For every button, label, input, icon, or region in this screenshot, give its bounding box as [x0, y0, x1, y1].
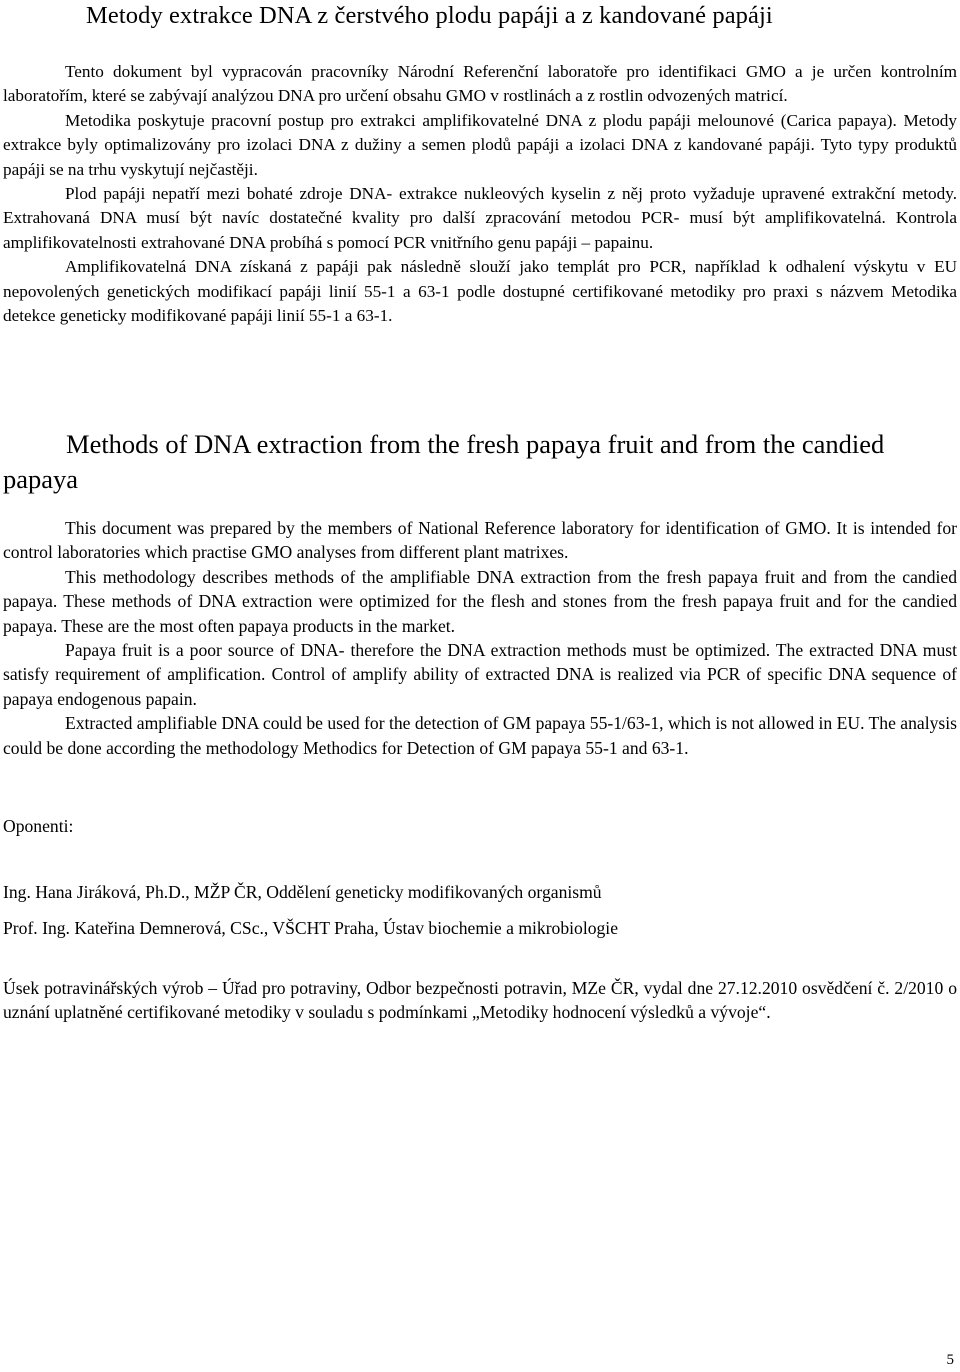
english-paragraph-1: This document was prepared by the members of National Reference laboratory for identification of GMO. It is intended for control laboratories which practise GMO analyses from different plant matrixes. — [3, 518, 957, 563]
document-page — [3, 0, 957, 1372]
english-paragraph-2: This methodology describes methods of the amplifiable DNA extraction from the fresh papaya fruit and from the candied papaya. These methods of DNA extraction were optimized for the flesh and stones from the fresh papaya fruit and for the candied papaya. These are the most often papaya products in the market. — [3, 566, 957, 636]
czech-paragraph-2: Metodika poskytuje pracovní postup pro extrakci amplifikovatelné DNA z plodu papáji melounové (Carica papaya). Metody extrakce byly optimalizovány pro izolaci DNA z dužiny a semen plodů papáji a izolaci DNA z kandované papáji. Tyto typy produktů papáji se na trhu vyskytují nejčastěji. — [3, 110, 957, 179]
czech-paragraph-3: Plod papáji nepatří mezi bohaté zdroje DNA- extrakce nukleových kyselin z něj proto vyžaduje upravené extrakční metody. Extrahovaná DNA musí být navíc dostatečné kvality pro další zpracování metodou PCR- musí být amplifikovatelná. Kontrola amplifikovatelnosti extrahované DNA probíhá s pomocí PCR vnitřního genu papáji – papainu. — [3, 184, 957, 252]
czech-paragraph-4: Amplifikovatelná DNA získaná z papáji pak následně slouží jako templát pro PCR, například k odhalení výskytu v EU nepovolených genetických modifikací papáji linií 55-1 a 63-1 podle dostupné certifikované metodiky pro praxi s názvem Metodika detekce geneticky modifikované papáji linií 55-1 a 63-1. — [3, 257, 957, 326]
english-paragraph-3: Papaya fruit is a poor source of DNA- therefore the DNA extraction methods must be optimized. The extracted DNA must satisfy requirement of amplification. Control of amplify ability of extracted DNA is realized via PCR of specific DNA sequence of papaya endogenous papain. — [3, 640, 957, 709]
english-paragraph-4: Extracted amplifiable DNA could be used for the detection of GM papaya 55-1/63-1, which is not allowed in EU. The analysis could be done according the methodology Methodics for Detection of GM papaya 55-1 and 63-1. — [3, 713, 957, 758]
english-abstract — [3, 516, 957, 760]
english-title: Methods of DNA extraction from the fresh papaya fruit and from the candied papaya — [3, 429, 885, 494]
czech-title: Metody extrakce DNA z čerstvého plodu papáji a z kandované papáji — [86, 2, 773, 29]
reviewer-2: Prof. Ing. Kateřina Demnerová, CSc., VŠCHT Praha, Ústav biochemie a mikrobiologie — [3, 918, 619, 938]
reviewer-1: Ing. Hana Jiráková, Ph.D., MŽP ČR, Oddělení geneticky modifikovaných organismů — [3, 882, 602, 902]
reviewers-label: Oponenti: — [3, 816, 74, 836]
certification-note: Úsek potravinářských výrob – Úřad pro potraviny, Odbor bezpečnosti potravin, MZe ČR, vydal dne 27.12.2010 osvědčení č. 2/2010 o uznání uplatněné certifikované metodiky v souladu s podmínkami „Metodiky hodnocení výsledků a vývoje“. — [3, 978, 957, 1023]
czech-abstract — [3, 60, 957, 328]
page-number: 5 — [946, 1352, 954, 1368]
czech-paragraph-1: Tento dokument byl vypracován pracovníky Národní Referenční laboratoře pro identifikaci GMO a je určen kontrolním laboratořím, které se zabývají analýzou DNA pro určení obsahu GMO v rostlinách a z rostlin odvozených matricí. — [3, 62, 957, 106]
